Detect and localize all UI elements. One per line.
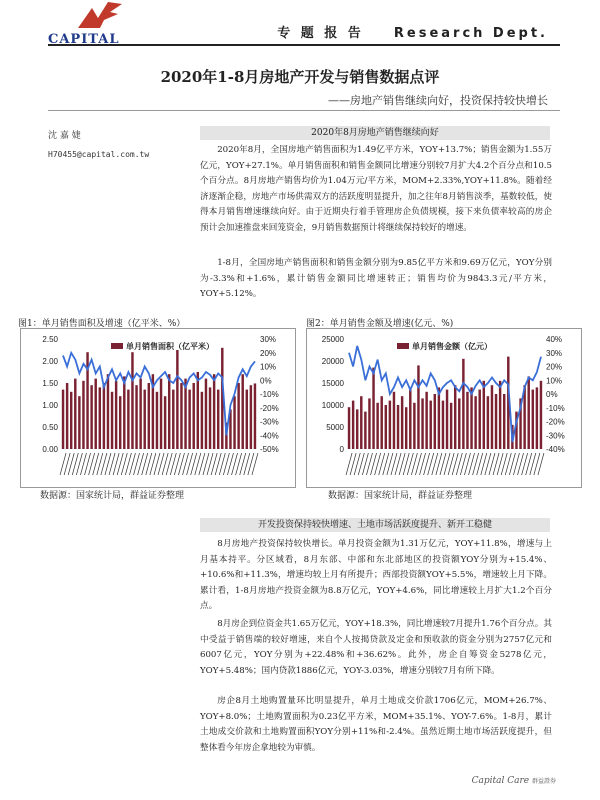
report-title: 2020年1-8月房地产开发与销售数据点评	[160, 68, 440, 86]
chart1-left-tick: 2.00	[42, 357, 58, 366]
chart1-bar	[70, 392, 72, 449]
chart2-bar	[532, 390, 534, 449]
chart2-left-tick: 25000	[321, 335, 344, 344]
chart2-bar	[393, 392, 395, 449]
chart1-bar	[139, 379, 141, 449]
chart1-right-tick: -50%	[260, 445, 279, 454]
section1-para2: 1-8月，全国房地产销售面积和销售金额分别为9.85亿平方米和9.69万亿元，YOY分别为-3.3%和+1.6%，累计销售金额同比增速转正；销售均价为9843.3元/平方米，YOY+5.12%。	[200, 258, 552, 299]
chart2-bar	[360, 396, 362, 449]
chart1-bar	[111, 392, 113, 449]
chart1-legend-label: 单月销售面积（亿平米）	[126, 342, 214, 351]
chart2-bar	[405, 407, 407, 449]
chart2-bar	[425, 392, 427, 449]
footer-tag: 群益證券	[531, 778, 556, 785]
section1-para1: 2020年8月，全国房地产销售面积为1.49亿平方米，YOY+13.7%；销售金额为1.55万亿元，YOY+27.1%。单月销售面积和销售金额同比增速分别较7月扩大4.2个百分点和10.5个百分点。8月房地产销售均价为1.04万元/平方米，MOM+2.33%,YOY+11.8%。随着经济逐渐企稳，房地产市场供需双方的活跃度明显提升，加之往年8月销售淡季，基数较低，使得本月销售增速继续向好。由于近期央行着手管理房企负债规模，接下来负债率较高的房企预计会加速推盘来回笼资金，9月销售数据预计将继续保持较好的增速。	[200, 145, 552, 233]
chart2-bar	[409, 390, 411, 449]
chart1-bar	[213, 374, 215, 449]
section2-para1: 8月房地产投资保持较快增长。单月投资金额为1.31万亿元，YOY+11.8%，增速与上月基本持平。分区域看，8月东部、中部和东北部地区的投资额YOY分别为+15.4%、+10.6%和+11.3%，增速均较上月有所提升；西部投资额YOY+5.5%，增速较上月下降。累计看，1-8月房地产投资金额为8.8万亿元，YOY+4.6%，同比增速较上月扩大1.2个百分点。	[200, 539, 552, 611]
chart1-bar	[168, 374, 170, 449]
chart2-bar	[356, 409, 358, 449]
chart2-bar	[372, 368, 374, 449]
chart2-bar	[458, 398, 460, 449]
chart1-bar	[148, 383, 150, 449]
chart1-right-tick: 10%	[260, 362, 277, 372]
chart2-bar	[417, 365, 419, 449]
chart2-left-tick: 10000	[321, 401, 344, 410]
dept-cn: 专 题 报 告	[277, 26, 364, 41]
chart1-bar	[184, 379, 186, 449]
chart1-bar	[246, 390, 248, 449]
header-rule	[48, 44, 560, 46]
chart2-left-tick: 0	[339, 445, 344, 454]
chart1-right-tick: 0%	[260, 376, 272, 386]
chart2-right-tick: -10%	[546, 403, 565, 413]
chart2-bar	[368, 398, 370, 449]
figure1-caption: 图1：单月销售面积及增速（亿平米、%）	[18, 319, 186, 329]
chart1-bar	[156, 392, 158, 449]
chart1-bar	[131, 352, 133, 449]
figure1-chart	[20, 328, 296, 488]
chart2-bar	[470, 387, 472, 449]
chart2-left-tick: 15000	[321, 379, 344, 388]
chart1-bar	[119, 396, 121, 449]
dept-en: Research Dept.	[393, 26, 548, 41]
chart2-bar	[442, 401, 444, 449]
chart1-bar	[254, 383, 256, 449]
chart1-bar	[107, 374, 109, 449]
chart1-bar	[201, 392, 203, 449]
chart1-bar	[135, 385, 137, 449]
figure2-caption: 图2：单月销售金额及增速(亿元、%)	[306, 319, 454, 329]
figure2-source: 数据源：国家统计局，群益证券整理	[328, 491, 473, 501]
chart2-bar	[478, 390, 480, 449]
chart1-bar	[237, 383, 239, 449]
chart1-bar	[160, 379, 162, 449]
chart2-right-tick: 30%	[546, 348, 563, 358]
chart1-bar	[176, 350, 178, 449]
chart2-bar	[483, 381, 485, 449]
report-subtitle: ——房地产销售继续向好，投资保持较快增长	[328, 94, 548, 107]
chart1-bar	[66, 383, 68, 449]
chart2-legend-label: 单月销售金额（亿元）	[412, 342, 492, 351]
chart1-legend-swatch	[111, 343, 123, 349]
chart1-svg	[21, 329, 297, 489]
chart2-svg	[307, 329, 583, 489]
chart1-right-tick: -20%	[260, 403, 279, 413]
author-email[interactable]: H70455@capital.com.tw	[48, 150, 150, 159]
report-dept	[277, 22, 548, 41]
chart1-bar	[99, 387, 101, 449]
chart1-bar	[143, 390, 145, 449]
chart2-bar	[474, 396, 476, 449]
chart1-left-tick: 1.00	[42, 401, 58, 410]
chart1-bar	[78, 396, 80, 449]
chart2-right-tick: -30%	[546, 431, 565, 441]
chart2-right-tick: -20%	[546, 417, 565, 427]
chart2-bar	[385, 405, 387, 449]
section1-heading: 2020年8月房地产销售继续向好	[200, 126, 550, 140]
chart1-bar	[115, 381, 117, 449]
chart2-bar	[450, 403, 452, 449]
chart1-bar	[205, 379, 207, 449]
section2-para3: 房企8月土地购置量环比明显提升，单月土地成交价款1706亿元，MOM+26.7%、YOY+8.0%；土地购置面积为0.23亿平方米，MOM+35.1%、YOY-7.6%。1-8月，累计土地成交价款和土地购置面积YOY分别+11%和-2.4%。虽然近期土地市场活跃度提升，但整体看今年房企拿地较为审慎。	[200, 696, 552, 753]
chart2-right-tick: 40%	[546, 335, 563, 344]
chart1-bar	[74, 379, 76, 449]
chart2-bar	[401, 396, 403, 449]
chart2-bar	[413, 403, 415, 449]
chart1-left-tick: 0.50	[42, 423, 58, 432]
author-name: 沈 嘉 婕	[48, 131, 81, 141]
chart2-bar	[536, 387, 538, 449]
chart1-bar	[233, 396, 235, 449]
chart2-bar	[527, 376, 529, 449]
chart2-legend-swatch	[397, 343, 409, 349]
chart1-left-tick: 1.50	[42, 379, 58, 388]
chart2-right-tick: 20%	[546, 362, 563, 372]
chart1-bar	[94, 379, 96, 449]
chart2-bar	[389, 401, 391, 449]
chart2-left-tick: 5000	[326, 423, 344, 432]
chart2-bar	[380, 396, 382, 449]
chart1-bar	[103, 383, 105, 449]
chart2-bar	[438, 387, 440, 449]
chart1-right-tick: 20%	[260, 348, 277, 358]
chart2-bar	[454, 385, 456, 449]
chart1-right-tick: 30%	[260, 335, 277, 344]
chart2-bar	[491, 385, 493, 449]
footer-brand	[472, 776, 556, 786]
chart1-left-tick: 2.50	[42, 335, 58, 344]
section2-heading: 开发投资保持较快增速、土地市场活跃度提升、新开工稳健	[200, 518, 550, 532]
chart1-bar	[192, 383, 194, 449]
logo-text: CAPITAL	[48, 32, 120, 47]
chart2-bar	[540, 381, 542, 449]
chart1-bar	[217, 390, 219, 449]
chart2-bar	[466, 392, 468, 449]
chart1-bar	[250, 385, 252, 449]
chart1-bar	[164, 396, 166, 449]
chart2-bar	[348, 407, 350, 449]
chart1-bar	[90, 385, 92, 449]
chart2-left-tick: 20000	[321, 357, 344, 366]
chart1-bar	[82, 381, 84, 449]
chart2-bar	[462, 359, 464, 449]
chart1-bar	[62, 390, 64, 449]
chart1-bar	[180, 383, 182, 449]
chart2-bar	[429, 401, 431, 449]
chart1-bar	[172, 390, 174, 449]
chart1-bar	[188, 390, 190, 449]
chart2-bar	[499, 381, 501, 449]
footer-brand-text: Capital Care	[471, 776, 530, 786]
chart2-bar	[352, 401, 354, 449]
chart2-bar	[446, 390, 448, 449]
chart1-right-tick: -40%	[260, 431, 279, 441]
chart2-right-tick: 10%	[546, 376, 563, 386]
figure1-source: 数据源：国家统计局，群益证券整理	[40, 491, 185, 501]
chart2-bar	[421, 398, 423, 449]
chart2-right-tick: -40%	[546, 445, 565, 454]
capital-logo	[48, 0, 148, 48]
section2-para2: 8月房企到位资金共1.65万亿元，YOY+18.3%，同比增速较7月提升1.76个百分点。其中受益于销售端的较好增速，来自个人按揭贷款及定金和预收款的资金分别为2757亿元和6007亿元，YOY分别为+22.48%和+36.62%。此外，房企自筹资金5278亿元，YOY+5.48%；国内贷款1886亿元，YOY-3.03%，增速分别较7月有所下降。	[200, 619, 552, 676]
chart2-bar	[503, 394, 505, 449]
chart2-bar	[434, 394, 436, 449]
chart1-bar	[127, 390, 129, 449]
title-rule	[48, 110, 560, 111]
chart2-bar	[397, 405, 399, 449]
logo-bird-icon	[74, 0, 126, 30]
chart1-right-tick: -10%	[260, 390, 279, 399]
chart2-bar	[364, 412, 366, 449]
chart2-bar	[487, 396, 489, 449]
chart1-bar	[123, 376, 125, 449]
chart1-bar	[197, 372, 199, 449]
chart1-bar	[241, 374, 243, 449]
chart2-bar	[495, 394, 497, 449]
chart2-bar	[376, 403, 378, 449]
figure2-chart	[306, 328, 582, 488]
chart1-bar	[209, 387, 211, 449]
chart1-left-tick: 0.00	[42, 445, 58, 454]
chart2-right-tick: 0%	[546, 390, 558, 399]
chart1-right-tick: -30%	[260, 417, 279, 427]
